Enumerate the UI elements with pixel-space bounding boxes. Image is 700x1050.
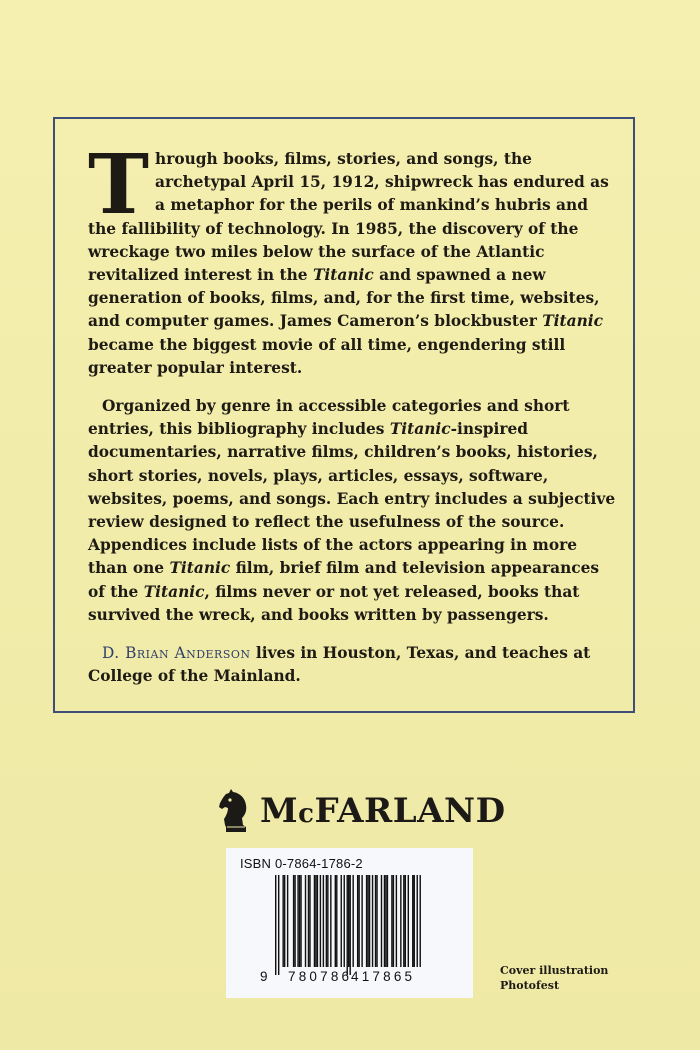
barcode-bar	[408, 875, 409, 967]
barcode-bar	[300, 875, 301, 967]
isbn-text: ISBN 0-7864-1786-2	[240, 856, 363, 871]
author-bio: D. Brian Anderson lives in Houston, Texas, and teaches at College of the Mainland.	[88, 644, 591, 686]
barcode-bar	[305, 875, 306, 967]
barcode-bar	[396, 875, 397, 967]
barcode-bar	[381, 875, 382, 967]
barcode-bar	[314, 875, 315, 967]
barcode-bar	[320, 875, 321, 967]
barcode-bar	[278, 875, 279, 975]
barcode-bar	[299, 875, 300, 967]
barcode-bar	[348, 875, 349, 967]
barcode-label	[226, 848, 473, 998]
blurb-paragraph-1: Through books, films, stories, and songs, the archetypal April 15, 1912, shipwreck has endured as a metaphor for the perils of mankind’s hubris and the fallibility of technology. In 1985, the discovery of the wreckage two miles below the surface of the Atlantic revitalized interest in the Titanic and spawned a new generation of books, films, and, for the first time, websites, and computer games. James Cameron’s blockbuster Titanic became the biggest movie of all time, engendering still greater popular interest.	[88, 137, 609, 377]
barcode-bar	[352, 875, 353, 967]
barcode-bar	[400, 875, 401, 967]
barcode-bar	[358, 875, 359, 967]
barcode-bar	[417, 875, 418, 967]
barcode-bar	[387, 875, 388, 967]
credit-line-2: Photofest	[500, 979, 560, 992]
barcode-bar	[326, 875, 327, 967]
barcode-digit-first: 9	[260, 969, 268, 984]
barcode-bar	[287, 875, 288, 967]
barcode-bar	[391, 875, 392, 967]
barcode-bar	[341, 875, 342, 967]
barcode-bar	[330, 875, 331, 967]
barcode-bar	[376, 875, 377, 967]
barcode-bar	[375, 875, 376, 967]
knight-chess-piece-icon	[216, 788, 252, 834]
publisher-logo	[216, 786, 506, 836]
barcode-digits-left: 780786	[288, 969, 353, 984]
barcode-bar	[357, 875, 358, 967]
barcode-bar	[275, 875, 276, 975]
barcode-bar	[317, 875, 318, 967]
barcode-bar	[294, 875, 295, 967]
barcode-bar	[347, 875, 348, 975]
barcode-bar	[366, 875, 367, 967]
barcode-bar	[361, 875, 362, 967]
drop-cap: T	[88, 137, 150, 233]
barcode-bar	[412, 875, 413, 967]
barcode-bar	[336, 875, 337, 967]
barcode-bar	[420, 875, 421, 967]
barcode-bar	[309, 875, 310, 967]
barcode-bar	[384, 875, 385, 967]
publisher-name: McFARLAND	[260, 791, 506, 831]
barcode-bar	[385, 875, 386, 967]
cover-credit	[500, 963, 608, 993]
barcode-bar	[308, 875, 309, 967]
blurb-paragraph-2: Organized by genre in accessible categories and short entries, this bibliography includes Titanic-inspired documentaries, narrative films, children’s books, histories, short stories, novels, plays, articles, essays, software, websites, poems, and songs. Each entry includes a subjective review designed to reflect the usefulness of the source. Appendices include lists of the actors appearing in more than one Titanic film, brief film and television appearances of the Titanic, films never or not yet released, books that survived the wreck, and books written by passengers.	[88, 397, 616, 624]
credit-line-1: Cover illustration	[500, 964, 609, 977]
barcode-bars	[275, 875, 421, 975]
barcode-bar	[393, 875, 394, 967]
blurb-text	[88, 137, 616, 703]
barcode-bar	[284, 875, 285, 967]
barcode-bar	[327, 875, 328, 967]
barcode-bar	[369, 875, 370, 967]
barcode-bar	[405, 875, 406, 967]
barcode-bar	[282, 875, 283, 967]
author-name: D. Brian Anderson	[102, 644, 251, 663]
barcode-bar	[323, 875, 324, 967]
barcode-bar	[349, 875, 350, 975]
barcode-bar	[297, 875, 298, 967]
barcode-bar	[414, 875, 415, 967]
barcode-bar	[315, 875, 316, 967]
barcode-bar	[293, 875, 294, 967]
barcode-digits-right: 417865	[351, 969, 416, 984]
barcode-bar	[335, 875, 336, 967]
barcode-bar	[367, 875, 368, 967]
barcode-bar	[403, 875, 404, 967]
barcode-bar	[344, 875, 345, 967]
barcode-bar	[372, 875, 373, 967]
